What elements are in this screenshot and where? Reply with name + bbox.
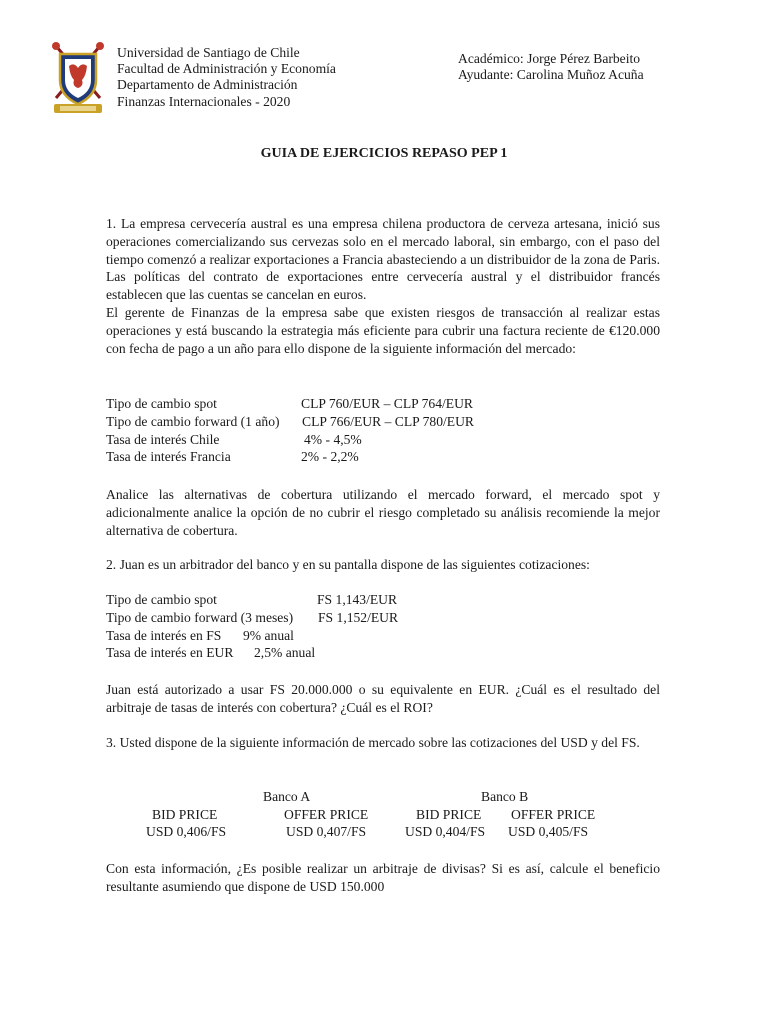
document-title: GUIA DE EJERCICIOS REPASO PEP 1 [260,146,508,161]
question-3-instructions: Con esta información, ¿Es posible realizar un arbitraje de divisas? Si es así, calcule el beneficio resultante asumiendo que dispone de USD 150.000 [106,861,660,894]
data-label: Tipo de cambio forward (1 año) [106,413,280,429]
column-header: OFFER PRICE [284,806,369,822]
data-row [106,609,660,627]
table-cell: USD 0,406/FS [146,824,227,840]
column-header: OFFER PRICE [511,806,596,822]
bank-a-header: Banco A [263,789,311,804]
university-crest-logo [48,40,108,116]
data-value: 9% anual [243,627,294,643]
data-row [106,644,660,662]
data-label: Tasa de interés en FS [106,627,222,643]
column-header: BID PRICE [416,806,482,822]
data-value: CLP 760/EUR – CLP 764/EUR [301,396,473,411]
question-1-instructions: Analice las alternativas de cobertura utilizando el mercado forward, el mercado spot y adicionalmente analice la opción de no cubrir el riesgo completado su análisis recomiende la mejor alternativa de cobertura. [106,487,660,538]
data-row [106,591,660,609]
question-2-quotes [106,591,660,662]
table-cell: USD 0,404/FS [405,824,486,840]
assistant-name: Ayudante: Carolina Muñoz Acuña [458,67,644,83]
staff-header [458,51,644,83]
question-1-paragraph-1: 1. La empresa cervecería austral es una empresa chilena productora de cerveza artesana, inició sus operaciones comercializando sus cervezas solo en el mercado laboral, sin embargo, con el paso del tiempo comenzó a realizar exportaciones a Francia abasteciendo a un distribuidor de la zona de Paris. Las políticas del contrato de exportaciones entre cervecería austral y el distribuidor francés establecen que las cuentas se cancelan en euros. [106,216,660,303]
question-1-market-data [106,395,660,466]
data-row [106,431,660,449]
data-label: Tasa de interés en EUR [106,645,234,661]
data-row [106,413,660,431]
academic-name: Académico: Jorge Pérez Barbeito [458,51,641,66]
bank-quotes-table [106,788,660,844]
data-value: FS 1,143/EUR [317,592,398,607]
data-label: Tipo de cambio forward (3 meses) [106,609,294,625]
data-value: 4% - 4,5% [304,431,362,447]
data-row [106,448,660,466]
data-label: Tipo de cambio spot [106,592,217,607]
course-name: Finanzas Internacionales - 2020 [117,93,291,109]
data-value: FS 1,152/EUR [318,609,399,625]
question-3-intro: 3. Usted dispone de la siguiente información de mercado sobre las cotizaciones del USD y del FS. [106,735,640,750]
question-2-intro: 2. Juan es un arbitrador del banco y en su pantalla dispone de las siguientes cotizaciones: [106,557,590,572]
data-value: 2,5% anual [254,645,316,661]
data-label: Tasa de interés Francia [106,449,231,465]
question-2-instructions: Juan está autorizado a usar FS 20.000.000 o su equivalente en EUR. ¿Cuál es el resultado del arbitraje de tasas de interés con cobertura? ¿Cuál es el ROI? [106,682,660,715]
data-value: CLP 766/EUR – CLP 780/EUR [302,413,474,429]
question-1 [106,215,660,357]
question-1-paragraph-2: El gerente de Finanzas de la empresa sabe que existen riesgos de transacción al realizar estas operaciones y está buscando la estrategia más eficiente para cubrir una factura reciente de €120.000 con fecha de pago a un año para ello dispone de la siguiente información del mercado: [106,304,660,356]
data-value: 2% - 2,2% [301,449,359,465]
department-name: Departamento de Administración [117,77,298,93]
data-label: Tasa de interés Chile [106,431,220,447]
table-cell: USD 0,407/FS [286,824,367,840]
faculty-name: Facultad de Administración y Economía [117,61,336,77]
column-header: BID PRICE [152,806,218,822]
institution-header [117,45,336,110]
university-name: Universidad de Santiago de Chile [117,45,300,60]
data-row [106,395,660,413]
data-label: Tipo de cambio spot [106,396,217,411]
bank-b-header: Banco B [481,789,529,804]
table-cell: USD 0,405/FS [508,824,589,840]
data-row [106,627,660,645]
